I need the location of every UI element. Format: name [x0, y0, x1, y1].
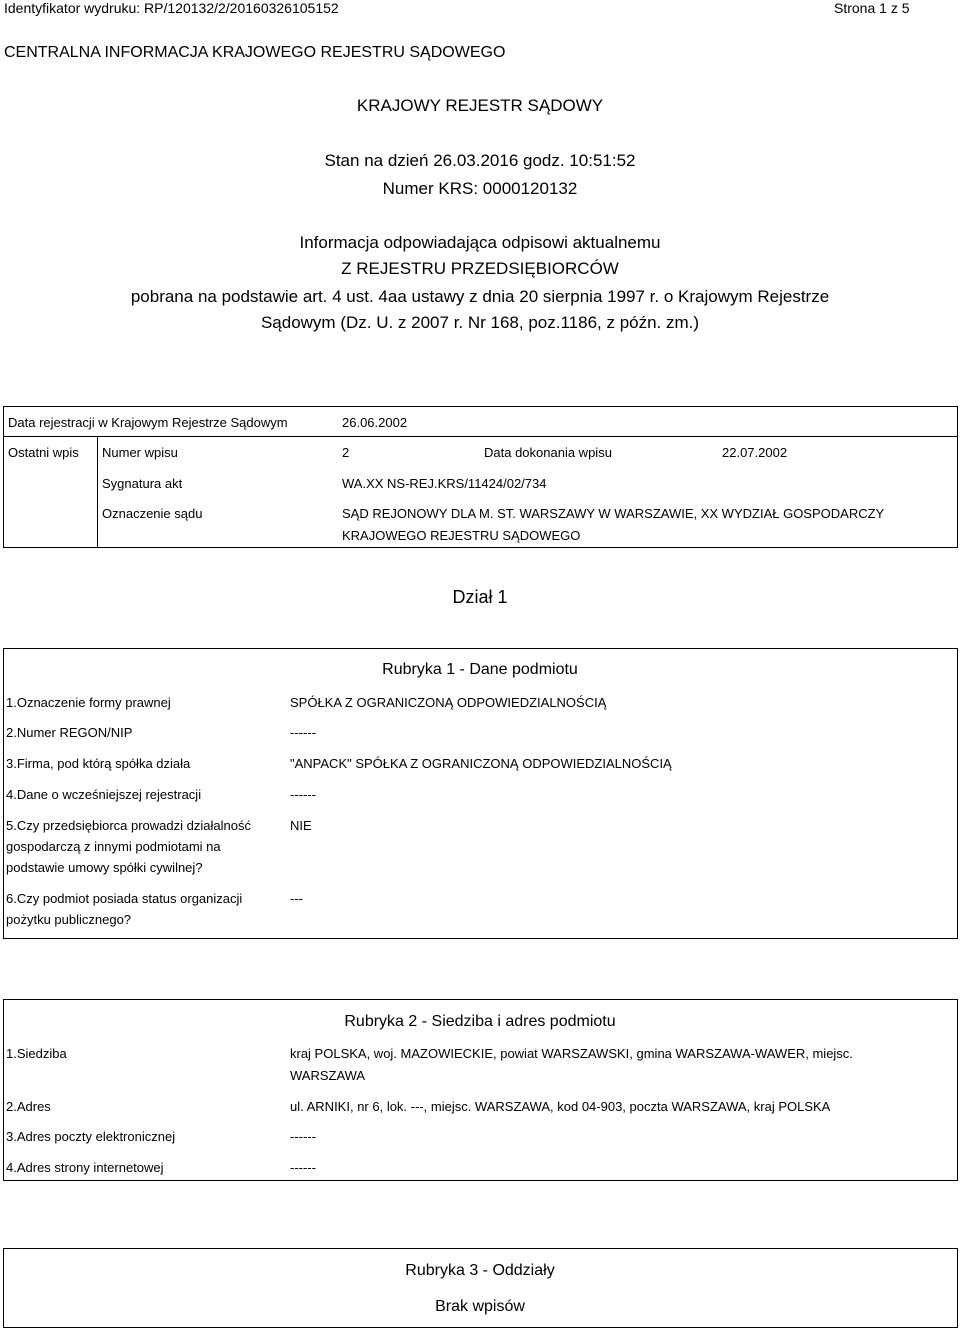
legal-basis-line-1: pobrana na podstawie art. 4 ust. 4aa ustawy z dnia 20 sierpnia 1997 r. o Krajowym Rejestrze [130, 287, 830, 306]
website-label: 4.Adres strony internetowej [6, 1160, 164, 1175]
rubryka-2-title: Rubryka 2 - Siedziba i adres podmiotu [344, 1013, 616, 1030]
court-value-line-2: KRAJOWEGO REJESTRU SĄDOWEGO [342, 528, 581, 543]
entry-number-label: Numer wpisu [102, 445, 178, 460]
registry-title: KRAJOWY REJESTR SĄDOWY [356, 96, 604, 115]
company-name-value: "ANPACK" SPÓŁKA Z OGRANICZONĄ ODPOWIEDZIALNOŚCIĄ [290, 756, 672, 771]
address-label: 2.Adres [6, 1099, 51, 1114]
civil-partnership-value: NIE [290, 818, 312, 833]
seat-value-line-1: kraj POLSKA, woj. MAZOWIECKIE, powiat WARSZAWSKI, gmina WARSZAWA-WAWER, miejsc. [290, 1046, 853, 1061]
rubryka-3-title: Rubryka 3 - Oddziały [405, 1262, 555, 1279]
case-signature-value: WA.XX NS-REJ.KRS/11424/02/734 [342, 476, 547, 491]
previous-registration-label: 4.Dane o wcześniejszej rejestracji [6, 787, 202, 802]
rubryka-1-title: Rubryka 1 - Dane podmiotu [382, 661, 578, 678]
registration-row-divider [3, 436, 958, 437]
entry-date-value: 22.07.2002 [722, 445, 788, 460]
civil-partnership-label-3: podstawie umowy spółki cywilnej? [6, 860, 203, 875]
entry-date-label: Data dokonania wpisu [484, 445, 612, 460]
regon-nip-value: ------ [290, 725, 316, 740]
email-label: 3.Adres poczty elektronicznej [6, 1129, 176, 1144]
organization-name: CENTRALNA INFORMACJA KRAJOWEGO REJESTRU SĄDOWEGO [4, 44, 506, 61]
print-identifier: Identyfikator wydruku: RP/120132/2/20160326105152 [4, 0, 339, 16]
company-name-label: 3.Firma, pod którą spółka działa [6, 756, 191, 771]
regon-nip-label: 2.Numer REGON/NIP [6, 725, 133, 740]
registration-col-divider [97, 436, 98, 548]
state-date: Stan na dzień 26.03.2016 godz. 10:51:52 [324, 151, 636, 170]
seat-label: 1.Siedziba [6, 1046, 67, 1061]
registration-date-label: Data rejestracji w Krajowym Rejestrze Sądowym [8, 415, 288, 430]
previous-registration-value: ------ [290, 787, 316, 802]
rubryka-3-empty: Brak wpisów [435, 1298, 525, 1315]
public-benefit-value: --- [290, 891, 303, 906]
email-value: ------ [290, 1129, 316, 1144]
last-entry-label: Ostatni wpis [8, 445, 79, 460]
public-benefit-label-1: 6.Czy podmiot posiada status organizacji [6, 891, 243, 906]
rubryka-3-table [3, 1248, 958, 1328]
info-line-2: Z REJESTRU PRZEDSIĘBIORCÓW [341, 259, 619, 278]
info-line-1: Informacja odpowiadająca odpisowi aktualnemu [299, 233, 661, 252]
seat-value-line-2: WARSZAWA [290, 1068, 366, 1083]
court-label: Oznaczenie sądu [102, 506, 203, 521]
address-value: ul. ARNIKI, nr 6, lok. ---, miejsc. WARSZAWA, kod 04-903, poczta WARSZAWA, kraj POLSKA [290, 1099, 831, 1114]
civil-partnership-label-2: gospodarczą z innymi podmiotami na [6, 839, 221, 854]
registration-date-value: 26.06.2002 [342, 415, 408, 430]
case-signature-label: Sygnatura akt [102, 476, 183, 491]
court-value-line-1: SĄD REJONOWY DLA M. ST. WARSZAWY W WARSZAWIE, XX WYDZIAŁ GOSPODARCZY [342, 506, 885, 521]
section-title: Dział 1 [452, 587, 508, 607]
public-benefit-label-2: pożytku publicznego? [6, 912, 132, 927]
entry-number-value: 2 [342, 445, 350, 460]
krs-number: Numer KRS: 0000120132 [382, 179, 578, 198]
legal-form-value: SPÓŁKA Z OGRANICZONĄ ODPOWIEDZIALNOŚCIĄ [290, 695, 607, 710]
legal-basis-line-2: Sądowym (Dz. U. z 2007 r. Nr 168, poz.1186, z późn. zm.) [260, 313, 700, 332]
legal-form-label: 1.Oznaczenie formy prawnej [6, 695, 171, 710]
civil-partnership-label-1: 5.Czy przedsiębiorca prowadzi działalność [6, 818, 251, 833]
website-value: ------ [290, 1160, 316, 1175]
page-number: Strona 1 z 5 [834, 0, 910, 16]
